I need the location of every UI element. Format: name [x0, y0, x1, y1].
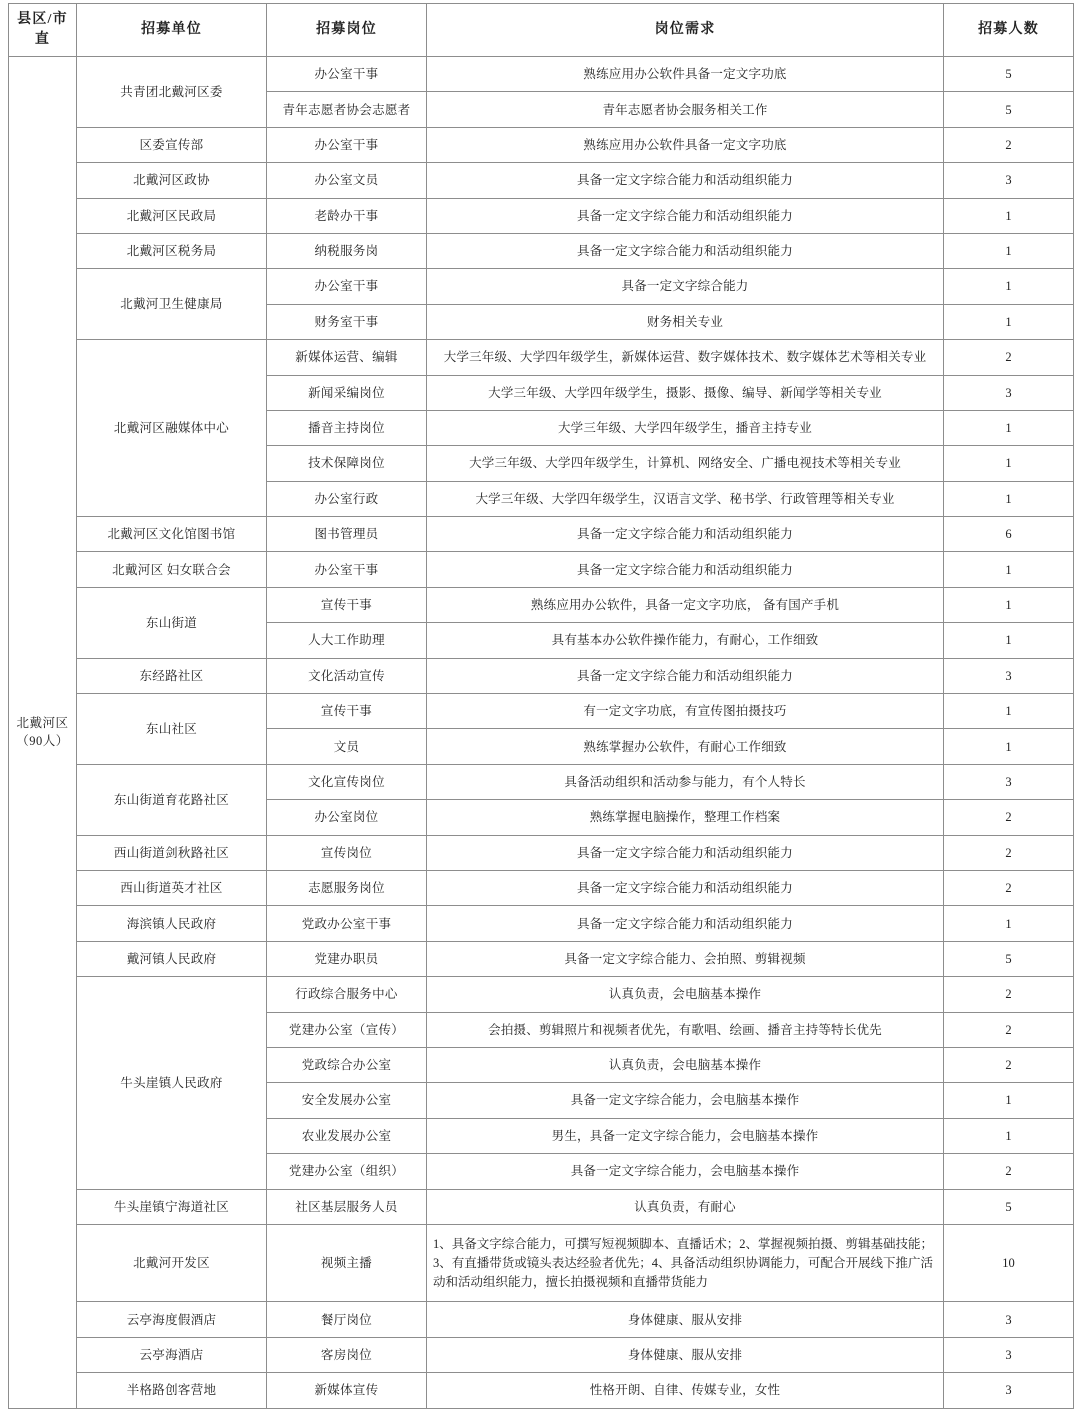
- requirement-cell: 具备一定文字综合能力和活动组织能力: [427, 163, 944, 198]
- table-row: [9, 1302, 1074, 1337]
- table-row: [9, 658, 1074, 693]
- requirement-cell: 男生，具备一定文字综合能力，会电脑基本操作: [427, 1118, 944, 1153]
- requirement-cell: 熟练掌握电脑操作，整理工作档案: [427, 800, 944, 835]
- count-cell: 2: [944, 1012, 1074, 1047]
- requirement-cell: 具备一定文字综合能力，会电脑基本操作: [427, 1154, 944, 1189]
- post-cell: 宣传干事: [267, 694, 427, 729]
- post-cell: 餐厅岗位: [267, 1302, 427, 1337]
- requirement-cell: 有一定文字功底，有宣传图拍摄技巧: [427, 694, 944, 729]
- count-cell: 1: [944, 269, 1074, 304]
- count-cell: 10: [944, 1224, 1074, 1302]
- unit-cell: 北戴河区民政局: [77, 198, 267, 233]
- requirement-cell: 认真负责，会电脑基本操作: [427, 1047, 944, 1082]
- post-cell: 农业发展办公室: [267, 1118, 427, 1153]
- post-cell: 社区基层服务人员: [267, 1189, 427, 1224]
- requirement-cell: 具备一定文字综合能力和活动组织能力: [427, 233, 944, 268]
- count-cell: 5: [944, 1189, 1074, 1224]
- table-row: [9, 977, 1074, 1012]
- post-cell: 办公室干事: [267, 269, 427, 304]
- post-cell: 党建办公室（宣传）: [267, 1012, 427, 1047]
- unit-cell: 区委宣传部: [77, 127, 267, 162]
- unit-cell: 北戴河开发区: [77, 1224, 267, 1302]
- requirement-cell: 具备一定文字综合能力和活动组织能力: [427, 870, 944, 905]
- post-cell: 文化活动宣传: [267, 658, 427, 693]
- post-cell: 客房岗位: [267, 1337, 427, 1372]
- region-cell: [9, 57, 77, 1409]
- region-quota: （90人）: [16, 734, 69, 749]
- unit-cell: 半格路创客营地: [77, 1373, 267, 1408]
- count-cell: 2: [944, 800, 1074, 835]
- count-cell: 1: [944, 304, 1074, 339]
- unit-cell: 西山街道英才社区: [77, 870, 267, 905]
- table-row: [9, 1189, 1074, 1224]
- post-cell: 技术保障岗位: [267, 446, 427, 481]
- count-cell: 3: [944, 1302, 1074, 1337]
- count-cell: 1: [944, 410, 1074, 445]
- post-cell: 办公室岗位: [267, 800, 427, 835]
- unit-cell: 海滨镇人民政府: [77, 906, 267, 941]
- requirement-cell: 青年志愿者协会服务相关工作: [427, 92, 944, 127]
- requirement-cell: 具备一定文字综合能力，会电脑基本操作: [427, 1083, 944, 1118]
- post-cell: 安全发展办公室: [267, 1083, 427, 1118]
- unit-cell: 戴河镇人民政府: [77, 941, 267, 976]
- count-cell: 2: [944, 977, 1074, 1012]
- count-cell: 2: [944, 835, 1074, 870]
- requirement-cell: 熟练掌握办公软件，有耐心工作细致: [427, 729, 944, 764]
- table-row: [9, 517, 1074, 552]
- count-cell: 1: [944, 906, 1074, 941]
- unit-cell: 北戴河卫生健康局: [77, 269, 267, 340]
- table-row: [9, 906, 1074, 941]
- unit-cell: 东山街道: [77, 587, 267, 658]
- post-cell: 纳税服务岗: [267, 233, 427, 268]
- requirement-cell: 认真负责，有耐心: [427, 1189, 944, 1224]
- count-cell: 3: [944, 1337, 1074, 1372]
- requirement-cell: 大学三年级、大学四年级学生，播音主持专业: [427, 410, 944, 445]
- post-cell: 视频主播: [267, 1224, 427, 1302]
- header-region: 县区/市直: [9, 4, 77, 57]
- region-name: 北戴河区: [16, 716, 69, 731]
- post-cell: 办公室干事: [267, 57, 427, 92]
- table-row: [9, 764, 1074, 799]
- table-row: [9, 340, 1074, 375]
- unit-cell: 共青团北戴河区委: [77, 57, 267, 128]
- unit-cell: 云亭海度假酒店: [77, 1302, 267, 1337]
- count-cell: 3: [944, 1373, 1074, 1408]
- count-cell: 6: [944, 517, 1074, 552]
- table-body: [9, 57, 1074, 1409]
- count-cell: 1: [944, 729, 1074, 764]
- requirement-cell: 熟练应用办公软件具备一定文字功底: [427, 57, 944, 92]
- header-count: 招募人数: [944, 4, 1074, 57]
- post-cell: 图书管理员: [267, 517, 427, 552]
- post-cell: 办公室文员: [267, 163, 427, 198]
- count-cell: 1: [944, 1083, 1074, 1118]
- header-post: 招募岗位: [267, 4, 427, 57]
- requirement-cell: 1、具备文字综合能力，可撰写短视频脚本、直播话术；2、掌握视频拍摄、剪辑基础技能；3、有直播带货或镜头表达经验者优先；4、具备活动组织协调能力，可配合开展线下推广活动和活动组织能力，擅长拍摄视频和直播带货能力: [427, 1224, 944, 1302]
- unit-cell: 西山街道剑秋路社区: [77, 835, 267, 870]
- unit-cell: 东山社区: [77, 694, 267, 765]
- unit-cell: 牛头崖镇宁海道社区: [77, 1189, 267, 1224]
- unit-cell: 牛头崖镇人民政府: [77, 977, 267, 1189]
- post-cell: 志愿服务岗位: [267, 870, 427, 905]
- requirement-cell: 具备一定文字综合能力和活动组织能力: [427, 517, 944, 552]
- requirement-cell: 大学三年级、大学四年级学生，汉语言文学、秘书学、行政管理等相关专业: [427, 481, 944, 516]
- requirement-cell: 财务相关专业: [427, 304, 944, 339]
- count-cell: 1: [944, 587, 1074, 622]
- table-row: [9, 835, 1074, 870]
- post-cell: 党建办公室（组织）: [267, 1154, 427, 1189]
- post-cell: 新媒体宣传: [267, 1373, 427, 1408]
- count-cell: 2: [944, 1154, 1074, 1189]
- requirement-cell: 熟练应用办公软件，具备一定文字功底， 备有国产手机: [427, 587, 944, 622]
- count-cell: 1: [944, 694, 1074, 729]
- table-row: [9, 587, 1074, 622]
- table-row: [9, 233, 1074, 268]
- table-row: [9, 1224, 1074, 1302]
- header-unit: 招募单位: [77, 4, 267, 57]
- requirement-cell: 具备一定文字综合能力: [427, 269, 944, 304]
- count-cell: 2: [944, 340, 1074, 375]
- count-cell: 3: [944, 764, 1074, 799]
- count-cell: 3: [944, 163, 1074, 198]
- count-cell: 2: [944, 1047, 1074, 1082]
- table-row: [9, 694, 1074, 729]
- post-cell: 宣传干事: [267, 587, 427, 622]
- table-row: [9, 198, 1074, 233]
- requirement-cell: 大学三年级、大学四年级学生，计算机、网络安全、广播电视技术等相关专业: [427, 446, 944, 481]
- count-cell: 2: [944, 127, 1074, 162]
- post-cell: 党建办职员: [267, 941, 427, 976]
- post-cell: 宣传岗位: [267, 835, 427, 870]
- post-cell: 播音主持岗位: [267, 410, 427, 445]
- table-header: [9, 4, 1074, 57]
- requirement-cell: 身体健康、服从安排: [427, 1337, 944, 1372]
- count-cell: 1: [944, 481, 1074, 516]
- count-cell: 3: [944, 658, 1074, 693]
- requirement-cell: 性格开朗、自律、传媒专业，女性: [427, 1373, 944, 1408]
- table-row: [9, 127, 1074, 162]
- post-cell: 财务室干事: [267, 304, 427, 339]
- count-cell: 1: [944, 198, 1074, 233]
- recruitment-table: [8, 3, 1074, 1409]
- post-cell: 行政综合服务中心: [267, 977, 427, 1012]
- requirement-cell: 大学三年级、大学四年级学生，新媒体运营、数字媒体技术、数字媒体艺术等相关专业: [427, 340, 944, 375]
- post-cell: 办公室行政: [267, 481, 427, 516]
- table-row: [9, 941, 1074, 976]
- unit-cell: 东经路社区: [77, 658, 267, 693]
- requirement-cell: 具有基本办公软件操作能力，有耐心，工作细致: [427, 623, 944, 658]
- post-cell: 人大工作助理: [267, 623, 427, 658]
- count-cell: 5: [944, 92, 1074, 127]
- unit-cell: 云亭海酒店: [77, 1337, 267, 1372]
- post-cell: 新媒体运营、编辑: [267, 340, 427, 375]
- unit-cell: 北戴河区 妇女联合会: [77, 552, 267, 587]
- post-cell: 党政综合办公室: [267, 1047, 427, 1082]
- count-cell: 1: [944, 623, 1074, 658]
- header-requirement: 岗位需求: [427, 4, 944, 57]
- header-row: [9, 4, 1074, 57]
- table-row: [9, 870, 1074, 905]
- count-cell: 1: [944, 552, 1074, 587]
- unit-cell: 北戴河区文化馆图书馆: [77, 517, 267, 552]
- table-row: [9, 163, 1074, 198]
- post-cell: 办公室干事: [267, 127, 427, 162]
- post-cell: 文员: [267, 729, 427, 764]
- requirement-cell: 具备一定文字综合能力和活动组织能力: [427, 198, 944, 233]
- count-cell: 3: [944, 375, 1074, 410]
- table-row: [9, 57, 1074, 92]
- requirement-cell: 熟练应用办公软件具备一定文字功底: [427, 127, 944, 162]
- requirement-cell: 具备一定文字综合能力和活动组织能力: [427, 552, 944, 587]
- table-row: [9, 1337, 1074, 1372]
- requirement-cell: 具备活动组织和活动参与能力，有个人特长: [427, 764, 944, 799]
- count-cell: 1: [944, 1118, 1074, 1153]
- post-cell: 青年志愿者协会志愿者: [267, 92, 427, 127]
- count-cell: 2: [944, 870, 1074, 905]
- requirement-cell: 会拍摄、剪辑照片和视频者优先，有歌唱、绘画、播音主持等特长优先: [427, 1012, 944, 1047]
- requirement-cell: 具备一定文字综合能力和活动组织能力: [427, 658, 944, 693]
- count-cell: 5: [944, 57, 1074, 92]
- table-row: [9, 269, 1074, 304]
- count-cell: 5: [944, 941, 1074, 976]
- unit-cell: 东山街道育花路社区: [77, 764, 267, 835]
- post-cell: 老龄办干事: [267, 198, 427, 233]
- requirement-cell: 具备一定文字综合能力、会拍照、剪辑视频: [427, 941, 944, 976]
- table-row: [9, 552, 1074, 587]
- requirement-cell: 身体健康、服从安排: [427, 1302, 944, 1337]
- requirement-cell: 大学三年级、大学四年级学生，摄影、摄像、编导、新闻学等相关专业: [427, 375, 944, 410]
- unit-cell: 北戴河区政协: [77, 163, 267, 198]
- requirement-cell: 认真负责，会电脑基本操作: [427, 977, 944, 1012]
- post-cell: 办公室干事: [267, 552, 427, 587]
- post-cell: 党政办公室干事: [267, 906, 427, 941]
- unit-cell: 北戴河区税务局: [77, 233, 267, 268]
- count-cell: 1: [944, 446, 1074, 481]
- requirement-cell: 具备一定文字综合能力和活动组织能力: [427, 835, 944, 870]
- table-row: [9, 1373, 1074, 1408]
- unit-cell: 北戴河区融媒体中心: [77, 340, 267, 517]
- count-cell: 1: [944, 233, 1074, 268]
- post-cell: 文化宣传岗位: [267, 764, 427, 799]
- requirement-cell: 具备一定文字综合能力和活动组织能力: [427, 906, 944, 941]
- post-cell: 新闻采编岗位: [267, 375, 427, 410]
